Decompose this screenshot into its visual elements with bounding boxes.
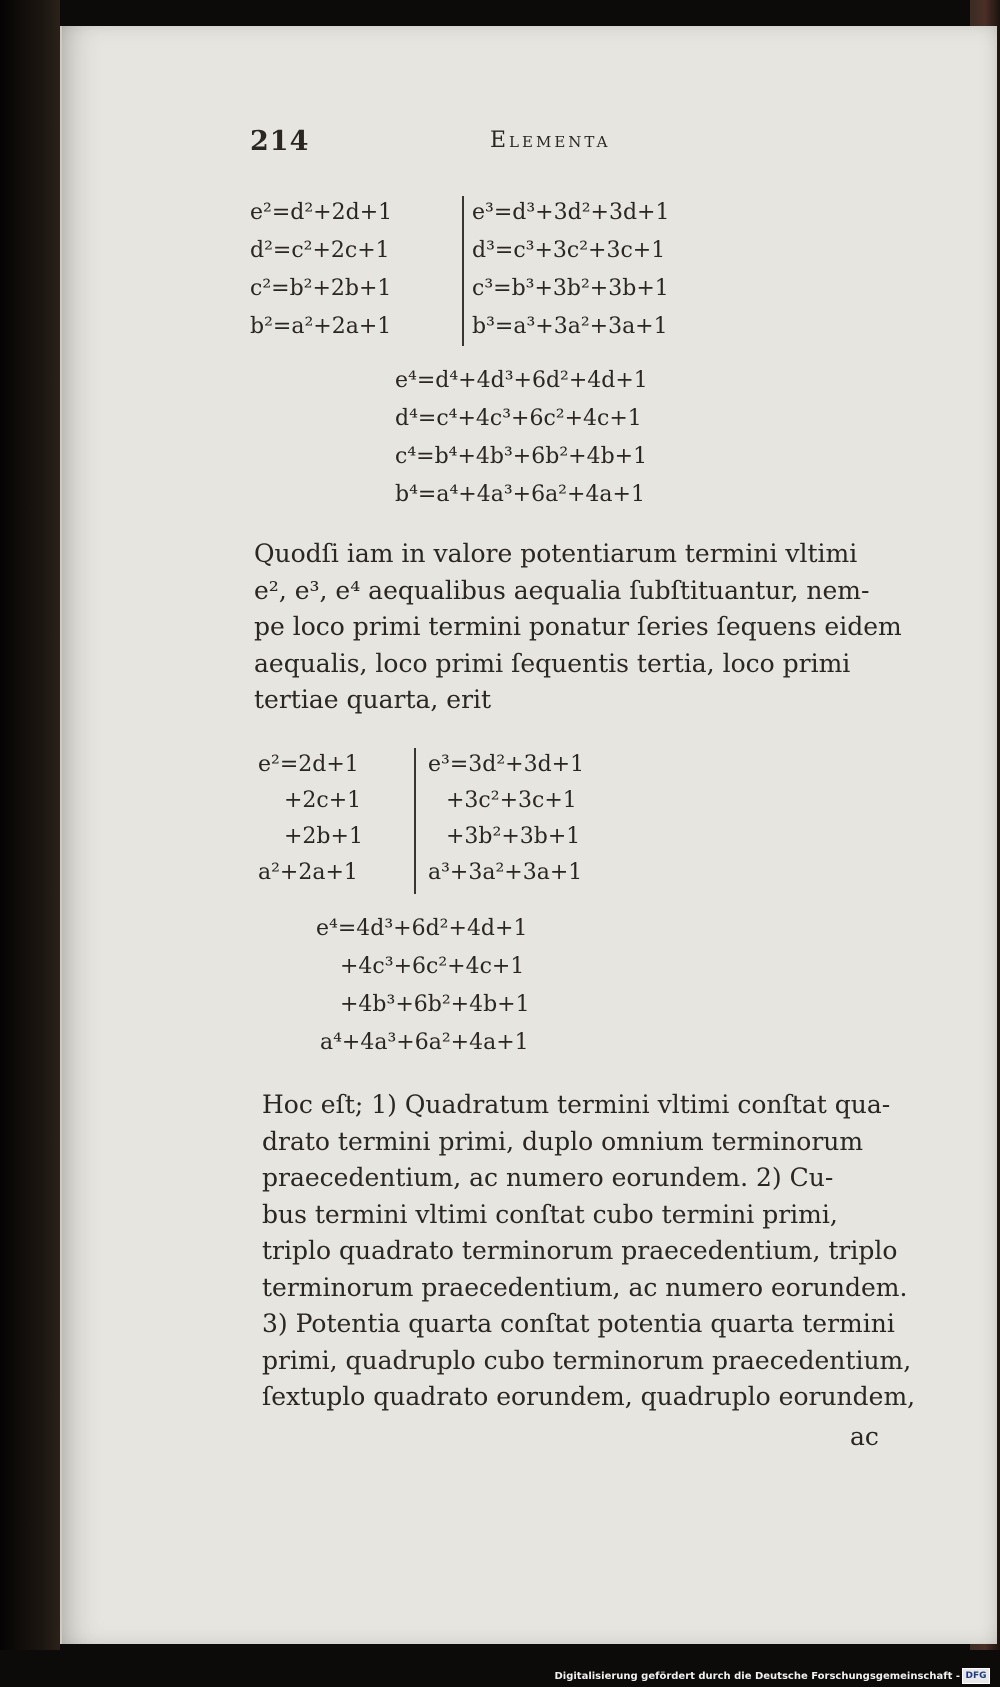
paragraph (262, 1087, 915, 1416)
book-spine (0, 0, 60, 1650)
table-divider (414, 748, 416, 894)
equation-left-2: d²=c²+2c+1 (250, 238, 390, 263)
equation-right-3: c³=b³+3b²+3b+1 (472, 276, 669, 301)
text-line: bus termini vltimi conſtat cubo termini primi, (262, 1199, 838, 1229)
equation-left-1: e²=d²+2d+1 (250, 200, 393, 225)
text-line: 3) Potentia quarta conſtat potentia quarta termini (262, 1309, 895, 1338)
text-line: triplo quadrato terminorum praecedentium, triplo (262, 1236, 898, 1265)
page-header (250, 126, 970, 166)
expanded-fourth-4: a⁴+4a³+6a²+4a+1 (320, 1030, 529, 1055)
expanded-fourth-3: +4b³+6b²+4b+1 (340, 992, 530, 1017)
expanded-right-4: a³+3a²+3a+1 (428, 860, 583, 885)
equation-right-1: e³=d³+3d²+3d+1 (472, 200, 670, 225)
page-number: 214 (250, 126, 310, 157)
text-line: Hoc eſt; 1) Quadratum termini vltimi conſtat qua- (262, 1090, 891, 1119)
expanded-fourth-2: +4c³+6c²+4c+1 (340, 954, 525, 979)
equation-left-3: c²=b²+2b+1 (250, 276, 392, 301)
equation-fourth-2: d⁴=c⁴+4c³+6c²+4c+1 (395, 406, 642, 431)
text-line: pe loco primi termini ponatur ſeries ſequens eidem (254, 612, 902, 641)
expanded-left-2: +2c+1 (284, 788, 362, 813)
catchword: ac (850, 1422, 879, 1451)
equation-right-4: b³=a³+3a²+3a+1 (472, 314, 668, 339)
expanded-left-4: a²+2a+1 (258, 860, 358, 885)
expanded-left-3: +2b+1 (284, 824, 363, 849)
text-line: aequalis, loco primi ſequentis tertia, loco primi (254, 648, 851, 678)
expanded-right-1: e³=3d²+3d+1 (428, 752, 585, 777)
table-divider (462, 196, 464, 346)
text-line: terminorum praecedentium, ac numero eorundem. (262, 1272, 908, 1302)
equation-fourth-1: e⁴=d⁴+4d³+6d²+4d+1 (395, 368, 648, 393)
text-line: ſextuplo quadrato eorundem, quadruplo eorundem, (262, 1382, 916, 1411)
expanded-fourth-1: e⁴=4d³+6d²+4d+1 (316, 916, 528, 941)
text-line: Quodſi iam in valore potentiarum termini vltimi (254, 539, 858, 568)
paragraph (254, 536, 902, 719)
equation-right-2: d³=c³+3c²+3c+1 (472, 238, 666, 263)
dfg-logo: DFG (962, 1668, 990, 1684)
text-line: praecedentium, ac numero eorundem. 2) Cu- (262, 1163, 834, 1192)
text-line: drato termini primi, duplo omnium terminorum (262, 1126, 864, 1156)
text-line: primi, quadruplo cubo terminorum praecedentium, (262, 1345, 912, 1375)
equation-fourth-4: b⁴=a⁴+4a³+6a²+4a+1 (395, 482, 645, 507)
expanded-right-3: +3b²+3b+1 (446, 824, 581, 849)
running-head: Elementa (490, 128, 611, 153)
equation-fourth-3: c⁴=b⁴+4b³+6b²+4b+1 (395, 444, 648, 469)
expanded-left-1: e²=2d+1 (258, 752, 359, 777)
funding-credit: Digitalisierung gefördert durch die Deutsche Forschungsgemeinschaft - (554, 1671, 960, 1682)
equation-left-4: b²=a²+2a+1 (250, 314, 392, 339)
text-line: e², e³, e⁴ aequalibus aequalia ſubſtituantur, nem- (254, 575, 870, 605)
expanded-right-2: +3c²+3c+1 (446, 788, 577, 813)
text-line: tertiae quarta, erit (254, 685, 492, 714)
